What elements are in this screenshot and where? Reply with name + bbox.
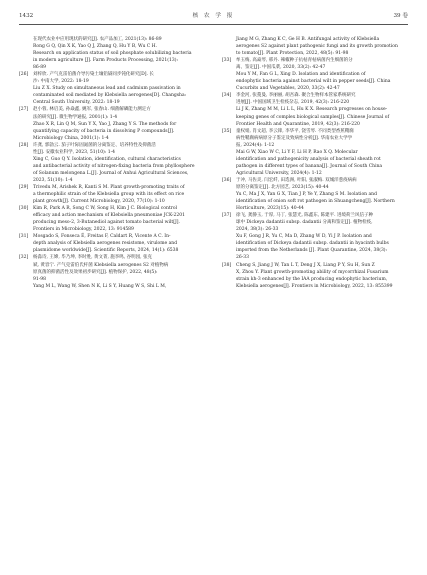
reference-line: Yu C, Ma J X, Yan G X, Tian J P, Ye Y, Zhang S M. Isolation and xyxy=(236,192,377,198)
reference-line: 在现代农业中应用现状的研究[J]. 农产品加工, 2021(13): 86-89 xyxy=(33,37,162,42)
reference-number: [29] xyxy=(19,184,29,190)
reference-entry xyxy=(222,92,406,127)
reference-entry xyxy=(19,205,203,233)
reference-line: identification of onion soft rot pathogen in Shuangcheng[J]. Northern xyxy=(236,199,395,205)
reference-line: Yang M L, Wang W, Shen N K, Li S Y, Huang W S, Shi L M, xyxy=(33,283,167,289)
reference-line: 于冲, 马佐炎, 闫宏纤, 田选洲, 叶阳, 张淑梅. 双城洋葱疫病病 xyxy=(236,177,357,183)
reference-number: [33] xyxy=(222,58,232,64)
reference-line: 牟玉梅, 高焱琴, 邢丹. 辣椒种子抗枯青枯病菌内生细菌的分 xyxy=(236,58,353,64)
reference-number: [27] xyxy=(19,107,29,113)
reference-entry xyxy=(19,142,203,184)
reference-line: Rong G Q, Qin X K, Yao Q J, Zhang Q, Hu Y B, Wu C H. xyxy=(33,44,158,50)
reference-line: Li J K, Zhang M M, Li L L, Hu K X. Research progresses on house- xyxy=(236,107,388,113)
reference-entry xyxy=(222,128,406,177)
reference-entry xyxy=(222,177,406,212)
page-header xyxy=(19,12,408,22)
journal-title: 核 农 学 报 xyxy=(192,13,235,19)
page-number: 1432 xyxy=(19,13,34,19)
reference-line: contaminated soil mediated by Klebsiella aerogenes[D]. Changsha: xyxy=(33,93,187,99)
reference-line: 报, 2024(4): 1-12 xyxy=(236,142,275,148)
reference-line: 86-89 xyxy=(33,65,46,71)
reference-number: [31] xyxy=(19,234,29,240)
reference-line: identification and pathogenicity analysis of bacterial sheath rot xyxy=(236,156,381,162)
reference-line: 徐飞, 龚静玉, 于厚, 马丁, 张慧光, 陈鑫东, 陈建平. 进境荷兰风信子种 xyxy=(236,213,374,219)
reference-line: Mosgado S, Fonseca É, Freitas F, Caldart R, Vicente A C. In- xyxy=(33,234,171,240)
reference-line: in modern agriculture [J]. Farm Products Processing, 2021(13): xyxy=(33,58,178,64)
reference-line: Horticulture, 2023(15): 40-44 xyxy=(236,206,304,212)
reference-line: 2024, 38(3): 26-33 xyxy=(236,227,279,233)
reference-entry xyxy=(19,184,203,205)
reference-line: depth analysis of Klebsiella aerogenes resistome, virulome and xyxy=(33,241,178,247)
reference-line: to tomato[J]. Plant Protection, 2022, 48(5): 91-98 xyxy=(236,51,349,57)
reference-column-right xyxy=(222,36,406,290)
reference-line: Jiang M G, Zhang K C, Ge H B. Antifungal activity of Klebsiella xyxy=(236,37,380,42)
reference-line: Zhao X R, Lin Q M, Sun Y X, Yao J, Zhang Y S. The methods for xyxy=(33,121,177,127)
reference-line: Frontier Health and Quarantine, 2019, 42(3): 216-220 xyxy=(236,121,360,127)
reference-line: Kim R, Park A R, Song C W, Song H, Kim J C. Biological control xyxy=(33,206,177,212)
reference-line: of Solanum melongena L.[J]. Journal of Anhui Agricultural Sciences, xyxy=(33,170,189,176)
reference-line: imported from the Netherlands [J]. Plant Quarantine, 2024, 38(3): xyxy=(236,248,388,254)
reference-entry xyxy=(222,212,406,261)
reference-number: [28] xyxy=(19,142,29,148)
reference-line: 斌, 黄容宁. 产气克雷伯氏杆菌 Klebsiella aerogenes S2 对植物病 xyxy=(33,262,169,268)
reference-line: 2023, 51(10): 1-4 xyxy=(33,177,73,183)
reference-line: Xing C, Guo Q Y. Isolation, identification, cultural characteristics xyxy=(33,156,181,162)
reference-number: [35] xyxy=(222,128,232,134)
reference-entry xyxy=(19,233,203,254)
reference-line: pathogen in different types of banana[J]. Journal of South China xyxy=(236,163,383,169)
reference-line: Microbiology China, 2001(1): 1-4 xyxy=(33,135,109,141)
reference-line: 原真菌的抑菌活性及效果初步研究[J]. 植物保护, 2022, 48(5): xyxy=(33,269,158,275)
reference-line: Trivedu M, Arishek R, Kanti S M. Plant growth-promoting traits of xyxy=(33,184,185,190)
reference-line: a thermophilic strain of the Klebsiella group with its effect on rice xyxy=(33,192,185,198)
reference-line: Liu Z X. Study on simultaneous lead and cadmium passivation in xyxy=(33,86,181,92)
reference-column-left xyxy=(19,36,203,290)
reference-line: plasmidome worldwide[J]. Scientific Reports, 2024, 14(1): 6538 xyxy=(33,248,179,254)
reference-line: 童权娟, 肖文超, 李云锋, 李华平, 饶雪琴. 不同类型香蕉鞘腐 xyxy=(236,128,354,134)
reference-number: [26] xyxy=(19,72,29,78)
reference-line: Frontiers in Microbiology, 2022, 13: 914589 xyxy=(33,227,134,233)
reference-line: 性[J]. 安徽农业科学, 2023, 51(10): 1-4 xyxy=(33,149,116,155)
reference-line: Cheng S, Jiang J W, Tan L T, Deng J X, Liang P Y, Su H, Sun Z xyxy=(236,262,375,268)
reference-line: Agricultural University, 2024(4): 1-12 xyxy=(236,170,322,176)
reference-line: Central South University, 2022: 18-19 xyxy=(33,100,120,106)
reference-line: 91-98 xyxy=(33,276,46,282)
reference-line: 病性鞘腐病病原分子鉴定及致病性分析[J]. 华南农业大学学 xyxy=(236,135,353,141)
reference-number: [36] xyxy=(222,177,232,183)
reference-number: [34] xyxy=(222,93,232,99)
reference-line: identification of Dickeya dadantii subsp. dadantii in hyacinth bulbs xyxy=(236,241,389,247)
reference-entry xyxy=(19,71,203,106)
reference-line: and antibacterial activity of nitrogen-fixing bacteria from phyllosphere xyxy=(33,163,195,169)
reference-line: 球中 Dickeya dadantii subsp. dadantii 分离和鉴定[J]. 植物检疫, xyxy=(236,220,373,226)
header-divider xyxy=(19,24,408,25)
reference-line: Mai G W, Xiao W C, Li Y F, Li H P, Rao X Q. Molecular xyxy=(236,149,358,155)
reference-entry xyxy=(222,57,406,92)
volume-label: 39 卷 xyxy=(393,13,408,19)
reference-line: plant growth[J]. Current Microbiology, 2020, 77(10): 1-10 xyxy=(33,199,165,205)
reference-entry xyxy=(222,36,406,57)
reference-line: 沙: 中南大学, 2022: 18-19 xyxy=(33,79,89,85)
reference-line: 法的研究[J]. 微生物学通报, 2001(1): 1-4 xyxy=(33,114,118,120)
reference-line: aerogenes S2 against plant pathogenic fungi and its growth promotion xyxy=(236,44,398,50)
reference-line: Klebsiella aerogenes[J]. Frontiers in Microbiology, 2022, 13: 855399 xyxy=(236,283,393,289)
reference-entry xyxy=(19,106,203,141)
reference-line: 26-33 xyxy=(236,255,249,261)
reference-entry xyxy=(222,262,406,290)
reference-line: 进展[J]. 中国国域卫生检疫杂志, 2019, 42(3): 216-220 xyxy=(236,100,350,106)
reference-line: Cucurbits and Vegetables, 2020, 33(2): 42-47 xyxy=(236,86,340,92)
reference-line: keeping genes of complex biological samples[J]. Chinese Journal of xyxy=(236,114,390,120)
reference-line: 刘梓欣. 产气克雷伯菌介导污染土壤铅镉同步钝化研究[D]. 长 xyxy=(33,72,154,78)
reference-line: strain kh-3 enhanced by the IAA producing endophytic bacterium, xyxy=(236,276,388,282)
reference-number: [37] xyxy=(222,213,232,219)
reference-line: 赵小蓉, 林启美, 孙焱鑫, 姚军, 张春山. 细菌解磷能力测定方 xyxy=(33,107,151,113)
reference-line: 李金河, 张蔓曼, 李丽丽, 胡吾森. 聚合生物样本管家系统研究 xyxy=(236,93,356,99)
reference-line: 原的分离鉴定[J]. 北方园艺, 2023(15): 40-44 xyxy=(236,184,329,190)
reference-number: [38] xyxy=(222,262,232,268)
reference-entry xyxy=(19,36,203,71)
reference-line: Mou Y M, Fan G L, Xing D. Isolation and identification of xyxy=(236,72,366,78)
reference-line: endophytic bacteria against bacterial wilt in pepper seeds[J]. China xyxy=(236,79,391,85)
reference-line: quantifying capacity of bacteria in dissolving P compounds[J]. xyxy=(33,128,175,134)
reference-line: 离、鉴定[J]. 中国瓜菜, 2020, 33(2): 42-47 xyxy=(236,65,326,71)
reference-number: [32] xyxy=(19,255,29,261)
reference-line: Research on application status of soil phosphate solubilizing bacteria xyxy=(33,51,192,57)
reference-line: efficacy and action mechanism of Klebsiella pneumoniae JCK-2201 xyxy=(33,213,185,219)
reference-line: 杨淼诗, 王嫦, 毕乃坤, 李时胜, 黄文菁, 施李鸣, 谷明园, 张克 xyxy=(33,255,153,261)
reference-line: producing meso-2, 3-Butanediol against tomato bacterial wilt[J]. xyxy=(33,220,180,226)
reference-line: Xu F, Gong J R, Yu C, Ma D, Zhang W D, Yi J P. Isolation and xyxy=(236,234,372,240)
reference-line: X, Zhou Y. Plant growth-promoting ability of mycorrhizal Fusarium xyxy=(236,269,389,275)
reference-entry xyxy=(19,254,203,289)
reference-number: [30] xyxy=(19,206,29,212)
reference-line: 许龚, 郭勍云. 茄子叶际固氮菌的分离鉴定、培养特性及抑菌活 xyxy=(33,142,156,148)
